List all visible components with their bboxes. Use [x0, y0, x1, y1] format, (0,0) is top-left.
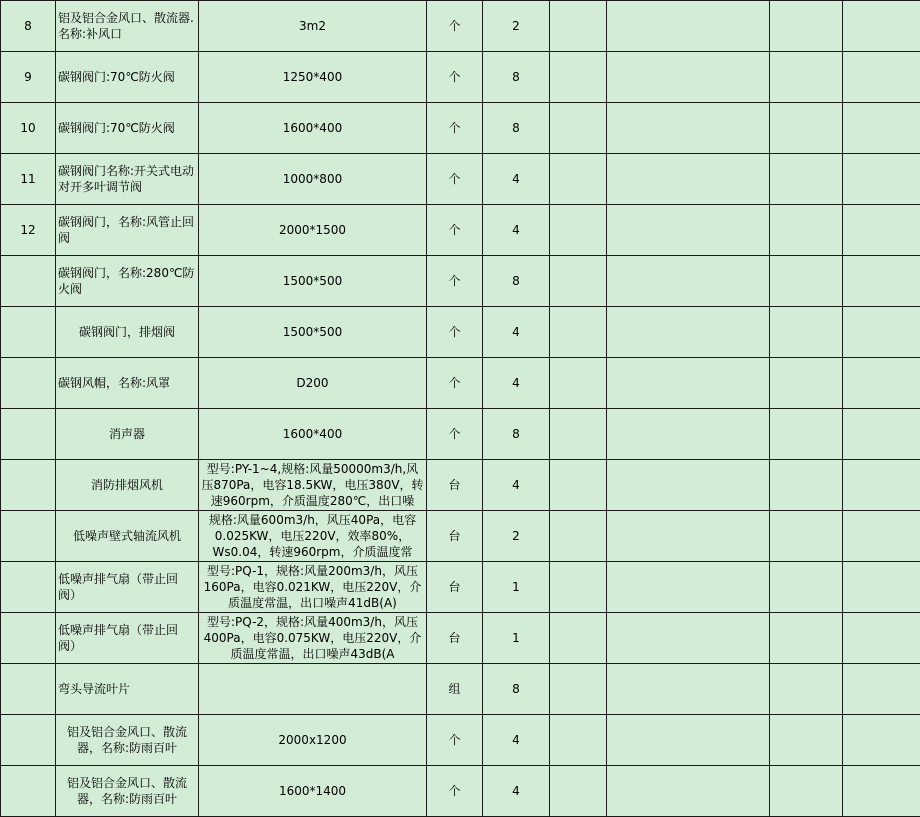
item-name-cell[interactable]: 碳钢阀门名称:开关式电动对开多叶调节阀: [56, 154, 199, 205]
item-spec-cell[interactable]: 型号:PY-1~4,规格:风量50000m3/h,风压870Pa，电容18.5KW，电压380V，转速960rpm，介质温度280℃，出口噪: [199, 460, 427, 511]
item-unit-cell[interactable]: 台: [427, 613, 483, 664]
empty-cell[interactable]: [550, 307, 607, 358]
item-quantity-cell[interactable]: 4: [483, 154, 550, 205]
item-quantity-cell[interactable]: 4: [483, 460, 550, 511]
item-name-cell[interactable]: 低噪声排气扇（带止回阀）: [56, 613, 199, 664]
empty-cell[interactable]: [550, 52, 607, 103]
empty-cell[interactable]: [843, 1, 920, 52]
empty-cell[interactable]: [843, 205, 920, 256]
item-name-cell[interactable]: 低噪声壁式轴流风机: [56, 511, 199, 562]
item-number-cell[interactable]: 11: [1, 154, 56, 205]
empty-cell[interactable]: [550, 613, 607, 664]
empty-cell[interactable]: [770, 715, 843, 766]
item-name-cell[interactable]: 铝及铝合金风口、散流器，名称:防雨百叶: [56, 766, 199, 817]
item-quantity-cell[interactable]: 8: [483, 256, 550, 307]
item-number-cell[interactable]: [1, 358, 56, 409]
item-unit-cell[interactable]: 个: [427, 52, 483, 103]
empty-cell[interactable]: [843, 409, 920, 460]
empty-cell[interactable]: [607, 52, 770, 103]
empty-cell[interactable]: [770, 154, 843, 205]
empty-cell[interactable]: [607, 154, 770, 205]
empty-cell[interactable]: [550, 766, 607, 817]
empty-cell[interactable]: [770, 409, 843, 460]
empty-cell[interactable]: [550, 715, 607, 766]
item-unit-cell[interactable]: 个: [427, 307, 483, 358]
table-row: [1, 562, 920, 613]
empty-cell[interactable]: [550, 511, 607, 562]
empty-cell[interactable]: [607, 205, 770, 256]
empty-cell[interactable]: [770, 358, 843, 409]
item-name-cell[interactable]: 消防排烟风机: [56, 460, 199, 511]
item-spec-cell[interactable]: D200: [199, 358, 427, 409]
item-unit-cell[interactable]: 组: [427, 664, 483, 715]
empty-cell[interactable]: [607, 409, 770, 460]
item-unit-cell[interactable]: 个: [427, 766, 483, 817]
table-row: [1, 1, 920, 52]
empty-cell[interactable]: [550, 664, 607, 715]
item-spec-cell[interactable]: [199, 664, 427, 715]
empty-cell[interactable]: [770, 613, 843, 664]
table-row: [1, 154, 920, 205]
item-number-cell[interactable]: [1, 409, 56, 460]
item-spec-cell[interactable]: 型号:PQ-1，规格:风量200m3/h，风压160Pa，电容0.021KW，电压220V，介质温度常温，出口噪声41dB(A): [199, 562, 427, 613]
item-quantity-cell[interactable]: 4: [483, 358, 550, 409]
item-name-cell[interactable]: 碳钢阀门，名称:风管止回阀: [56, 205, 199, 256]
item-number-cell[interactable]: 10: [1, 103, 56, 154]
item-unit-cell[interactable]: 台: [427, 511, 483, 562]
empty-cell[interactable]: [843, 358, 920, 409]
item-spec-cell[interactable]: 规格:风量600m3/h，风压40Pa，电容0.025KW，电压220V，效率80%，Ws0.04，转速960rpm，介质温度常: [199, 511, 427, 562]
item-name-cell[interactable]: 碳钢阀门:70℃防火阀: [56, 52, 199, 103]
item-spec-cell[interactable]: 1600*1400: [199, 766, 427, 817]
empty-cell[interactable]: [770, 1, 843, 52]
item-name-cell[interactable]: 碳钢阀门:70℃防火阀: [56, 103, 199, 154]
table-row: [1, 256, 920, 307]
item-spec-cell[interactable]: 1600*400: [199, 103, 427, 154]
empty-cell[interactable]: [550, 103, 607, 154]
item-name-cell[interactable]: 碳钢阀门，名称:280℃防火阀: [56, 256, 199, 307]
table-row: [1, 103, 920, 154]
empty-cell[interactable]: [607, 103, 770, 154]
item-number-cell[interactable]: 9: [1, 52, 56, 103]
item-unit-cell[interactable]: 个: [427, 103, 483, 154]
item-number-cell[interactable]: [1, 256, 56, 307]
table-row: [1, 52, 920, 103]
empty-cell[interactable]: [843, 307, 920, 358]
empty-cell[interactable]: [550, 562, 607, 613]
item-unit-cell[interactable]: 个: [427, 715, 483, 766]
item-spec-cell[interactable]: 2000*1500: [199, 205, 427, 256]
empty-cell[interactable]: [843, 154, 920, 205]
empty-cell[interactable]: [843, 103, 920, 154]
item-unit-cell[interactable]: 个: [427, 358, 483, 409]
item-number-cell[interactable]: [1, 766, 56, 817]
empty-cell[interactable]: [843, 460, 920, 511]
table-row: [1, 766, 920, 817]
table-row: [1, 664, 920, 715]
empty-cell[interactable]: [607, 715, 770, 766]
table-row: [1, 307, 920, 358]
item-unit-cell[interactable]: 个: [427, 1, 483, 52]
empty-cell[interactable]: [843, 613, 920, 664]
empty-cell[interactable]: [843, 766, 920, 817]
item-number-cell[interactable]: [1, 562, 56, 613]
empty-cell[interactable]: [770, 511, 843, 562]
empty-cell[interactable]: [770, 766, 843, 817]
empty-cell[interactable]: [770, 460, 843, 511]
empty-cell[interactable]: [607, 460, 770, 511]
item-number-cell[interactable]: [1, 664, 56, 715]
item-quantity-cell[interactable]: 8: [483, 409, 550, 460]
table-row: [1, 358, 920, 409]
item-spec-cell[interactable]: 型号:PQ-2，规格:风量400m3/h，风压400Pa，电容0.075KW，电压220V，介质温度常温，出口噪声43dB(A: [199, 613, 427, 664]
empty-cell[interactable]: [843, 511, 920, 562]
empty-cell[interactable]: [550, 154, 607, 205]
item-quantity-cell[interactable]: 4: [483, 766, 550, 817]
empty-cell[interactable]: [607, 256, 770, 307]
item-quantity-cell[interactable]: 2: [483, 1, 550, 52]
item-unit-cell[interactable]: 个: [427, 154, 483, 205]
item-unit-cell[interactable]: 个: [427, 256, 483, 307]
table-body: [1, 1, 920, 817]
empty-cell[interactable]: [843, 52, 920, 103]
empty-cell[interactable]: [607, 358, 770, 409]
item-spec-cell[interactable]: 2000x1200: [199, 715, 427, 766]
item-quantity-cell[interactable]: 4: [483, 205, 550, 256]
empty-cell[interactable]: [770, 562, 843, 613]
item-name-cell[interactable]: 铝及铝合金风口、散流器，名称:防雨百叶: [56, 715, 199, 766]
item-spec-cell[interactable]: 1250*400: [199, 52, 427, 103]
table-row: [1, 511, 920, 562]
item-number-cell[interactable]: 8: [1, 1, 56, 52]
empty-cell[interactable]: [607, 511, 770, 562]
table-row: [1, 205, 920, 256]
item-number-cell[interactable]: [1, 511, 56, 562]
empty-cell[interactable]: [607, 562, 770, 613]
item-name-cell[interactable]: 铝及铝合金风口、散流器.名称:补风口: [56, 1, 199, 52]
item-unit-cell[interactable]: 个: [427, 409, 483, 460]
item-number-cell[interactable]: [1, 715, 56, 766]
item-name-cell[interactable]: 低噪声排气扇（带止回阀）: [56, 562, 199, 613]
empty-cell[interactable]: [770, 205, 843, 256]
item-spec-cell[interactable]: 1500*500: [199, 256, 427, 307]
empty-cell[interactable]: [770, 664, 843, 715]
item-name-cell[interactable]: 消声器: [56, 409, 199, 460]
empty-cell[interactable]: [607, 307, 770, 358]
table-row: [1, 460, 920, 511]
item-quantity-cell[interactable]: 8: [483, 103, 550, 154]
item-name-cell[interactable]: 碳钢阀门，排烟阀: [56, 307, 199, 358]
empty-cell[interactable]: [843, 562, 920, 613]
item-name-cell[interactable]: 碳钢风帽，名称:风罩: [56, 358, 199, 409]
empty-cell[interactable]: [770, 52, 843, 103]
empty-cell[interactable]: [550, 409, 607, 460]
item-spec-cell[interactable]: 3m2: [199, 1, 427, 52]
item-spec-cell[interactable]: 1500*500: [199, 307, 427, 358]
item-number-cell[interactable]: 12: [1, 205, 56, 256]
table-row: [1, 613, 920, 664]
empty-cell[interactable]: [843, 256, 920, 307]
empty-cell[interactable]: [607, 1, 770, 52]
empty-cell[interactable]: [770, 256, 843, 307]
item-number-cell[interactable]: [1, 460, 56, 511]
item-quantity-cell[interactable]: 1: [483, 613, 550, 664]
empty-cell[interactable]: [550, 256, 607, 307]
empty-cell[interactable]: [607, 664, 770, 715]
item-quantity-cell[interactable]: 8: [483, 52, 550, 103]
item-name-cell[interactable]: 弯头导流叶片: [56, 664, 199, 715]
item-number-cell[interactable]: [1, 307, 56, 358]
empty-cell[interactable]: [770, 103, 843, 154]
item-quantity-cell[interactable]: 8: [483, 664, 550, 715]
item-unit-cell[interactable]: 台: [427, 562, 483, 613]
item-unit-cell[interactable]: 台: [427, 460, 483, 511]
empty-cell[interactable]: [607, 613, 770, 664]
empty-cell[interactable]: [843, 664, 920, 715]
empty-cell[interactable]: [770, 307, 843, 358]
table-row: [1, 715, 920, 766]
item-quantity-cell[interactable]: 2: [483, 511, 550, 562]
empty-cell[interactable]: [550, 460, 607, 511]
empty-cell[interactable]: [843, 715, 920, 766]
empty-cell[interactable]: [550, 205, 607, 256]
item-quantity-cell[interactable]: 4: [483, 715, 550, 766]
empty-cell[interactable]: [550, 358, 607, 409]
item-quantity-cell[interactable]: 4: [483, 307, 550, 358]
item-spec-cell[interactable]: 1600*400: [199, 409, 427, 460]
empty-cell[interactable]: [607, 766, 770, 817]
empty-cell[interactable]: [550, 1, 607, 52]
item-spec-cell[interactable]: 1000*800: [199, 154, 427, 205]
item-quantity-cell[interactable]: 1: [483, 562, 550, 613]
table-row: [1, 409, 920, 460]
item-number-cell[interactable]: [1, 613, 56, 664]
item-unit-cell[interactable]: 个: [427, 205, 483, 256]
